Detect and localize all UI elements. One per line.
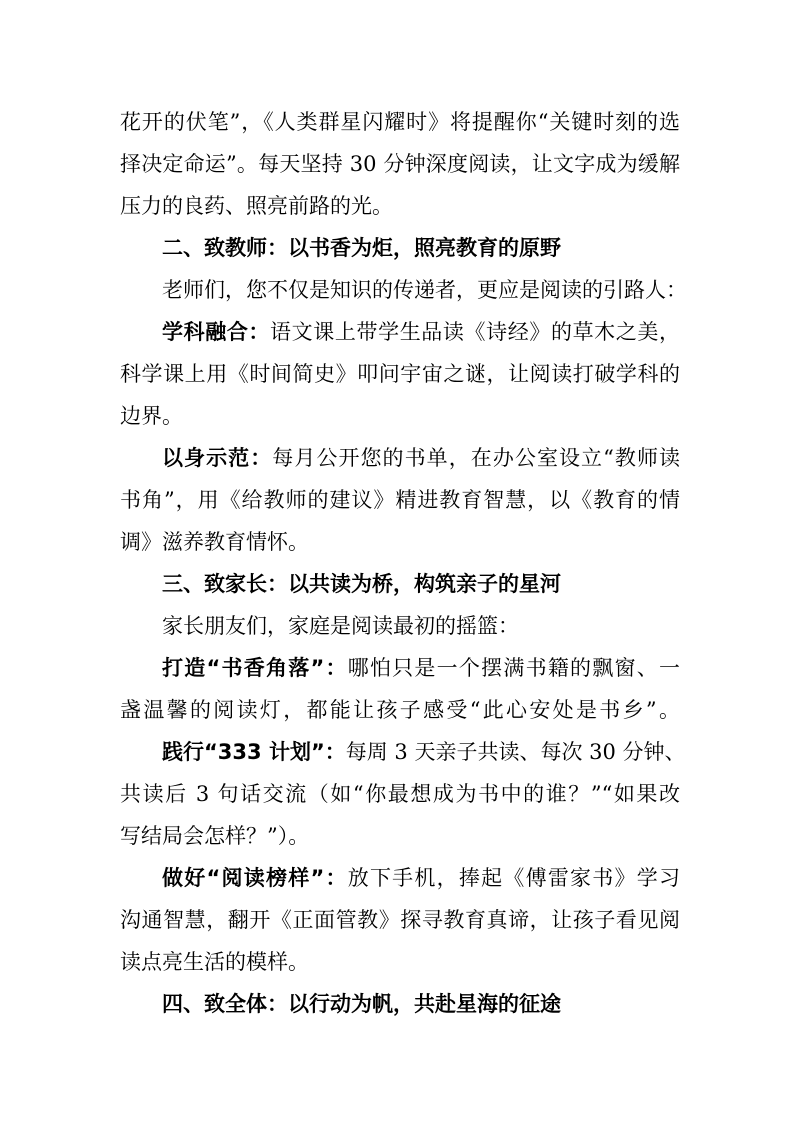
paragraph-line: 花开的伏笔”，《人类群星闪耀时》将提醒你“关键时刻的选 [120, 110, 680, 134]
paragraph-line: 读点亮生活的模样。 [120, 950, 309, 974]
paragraph-line-reading-corner [162, 650, 680, 686]
paragraph-line: 家长朋友们，家庭是阅读最初的摇篮： [162, 614, 519, 638]
bold-lead-by-example: 以身示范： [162, 446, 273, 470]
paragraph-text: 每月公开您的书单，在办公室设立“教师读 [272, 446, 681, 470]
paragraph-line-reading-role-model [162, 860, 680, 896]
section-heading-everyone: 四、致全体：以行动为帆，共赴星海的征途 [162, 992, 561, 1016]
paragraph-line: 科学课上用《时间简史》叩问宇宙之谜，让阅读打破学科的 [120, 362, 680, 386]
bold-lead-reading-corner: 打造“书香角落”： [162, 656, 348, 680]
paragraph-line: 书角”，用《给教师的建议》精进教育智慧，以《教育的情 [120, 488, 680, 512]
paragraph-line-333-plan [162, 734, 686, 770]
paragraph-line: 择决定命运”。每天坚持 30 分钟深度阅读，让文字成为缓解 [120, 152, 680, 176]
section-heading-teachers: 二、致教师：以书香为炬，照亮教育的原野 [162, 236, 561, 260]
paragraph-line: 边界。 [120, 404, 183, 428]
paragraph-line: 压力的良药、照亮前路的光。 [120, 194, 393, 218]
paragraph-text: 哪怕只是一个摆满书籍的飘窗、一 [347, 656, 680, 680]
paragraph-line: 盏温馨的阅读灯，都能让孩子感受“此心安处是书乡”。 [120, 698, 680, 722]
paragraph-line: 调》滋养教育情怀。 [120, 530, 309, 554]
section-heading-parents: 三、致家长：以共读为桥，构筑亲子的星河 [162, 572, 561, 596]
paragraph-line: 写结局会怎样？”）。 [120, 824, 310, 848]
paragraph-line: 老师们，您不仅是知识的传递者，更应是阅读的引路人： [162, 278, 687, 302]
bold-lead-333-plan: 践行“333 计划”： [162, 740, 346, 764]
paragraph-text: 放下手机，捧起《傅雷家书》学习 [347, 866, 680, 890]
paragraph-line: 共读后 3 句话交流（如“你最想成为书中的谁？”“如果改 [120, 782, 680, 806]
bold-lead-reading-role-model: 做好“阅读榜样”： [162, 866, 348, 890]
paragraph-line-lead-by-example [162, 440, 680, 476]
bold-lead-subject-integration: 学科融合： [162, 320, 271, 344]
paragraph-line: 沟通智慧，翻开《正面管教》探寻教育真谛，让孩子看见阅 [120, 908, 680, 932]
paragraph-line-subject-integration [162, 314, 680, 350]
paragraph-text: 语文课上带学生品读《诗经》的草木之美， [270, 320, 681, 344]
paragraph-text: 每周 3 天亲子共读、每次 30 分钟、 [345, 740, 686, 764]
